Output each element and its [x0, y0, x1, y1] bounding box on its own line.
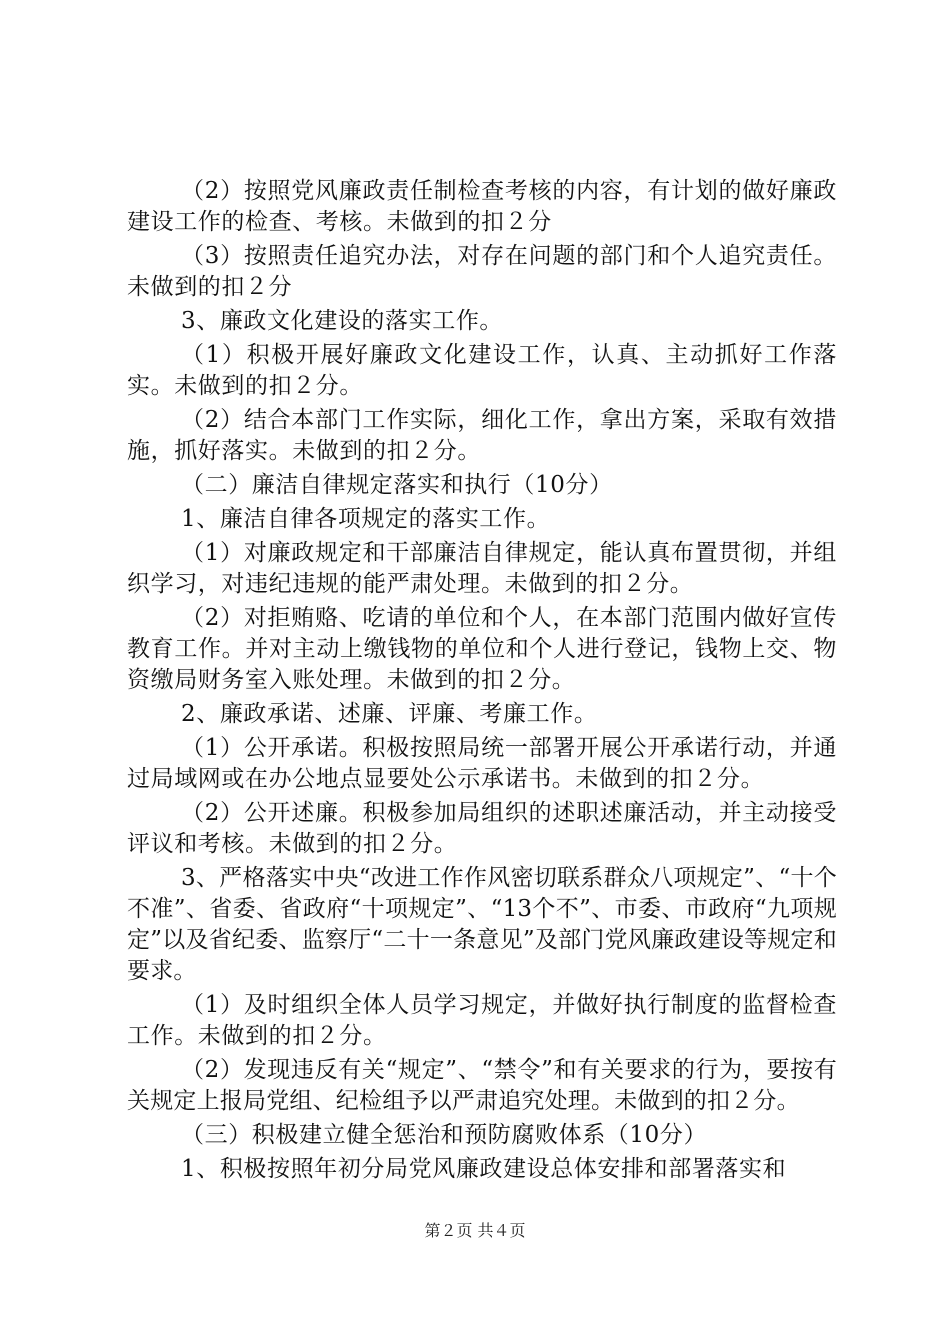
paragraph: 2、廉政承诺、述廉、评廉、考廉工作。	[181, 701, 598, 727]
paragraph: （1）公开承诺。积极按照局统一部署开展公开承诺行动，并通过局域网或在办公地点显要处公示承诺书。未做到的扣２分。	[127, 735, 837, 792]
paragraph: （2）按照党风廉政责任制检查考核的内容，有计划的做好廉政建设工作的检查、考核。未做到的扣２分	[127, 178, 837, 235]
paragraph: 3、严格落实中央“改进工作作风密切联系群众八项规定”、“十个不准”、省委、省政府“十项规定”、“13个不”、市委、市政府“九项规定”以及省纪委、监察厅“二十一条意见”及部门党风廉政建设等规定和要求。	[127, 865, 837, 984]
paragraph: （2）公开述廉。积极参加局组织的述职述廉活动，并主动接受评议和考核。未做到的扣２分。	[127, 800, 837, 857]
paragraph: 1、积极按照年初分局党风廉政建设总体安排和部署落实和	[181, 1156, 787, 1182]
document-body	[127, 176, 837, 1188]
section-heading: （二）廉洁自律规定落实和执行（10分）	[181, 472, 613, 498]
paragraph: （3）按照责任追究办法，对存在问题的部门和个人追究责任。未做到的扣２分	[127, 243, 837, 300]
paragraph: 1、廉洁自律各项规定的落实工作。	[181, 506, 551, 532]
paragraph: （2）发现违反有关“规定”、“禁令”和有关要求的行为，要按有关规定上报局党组、纪检组予以严肃追究处理。未做到的扣２分。	[127, 1057, 837, 1114]
paragraph: （1）及时组织全体人员学习规定，并做好执行制度的监督检查工作。未做到的扣２分。	[127, 992, 837, 1049]
page-number-label: 第２页 共４页	[424, 1221, 526, 1240]
section-heading: （三）积极建立健全惩治和预防腐败体系（10分）	[181, 1122, 708, 1148]
paragraph: （1）对廉政规定和干部廉洁自律规定，能认真布置贯彻，并组织学习，对违纪违规的能严肃处理。未做到的扣２分。	[127, 540, 837, 597]
paragraph: 3、廉政文化建设的落实工作。	[181, 308, 504, 334]
paragraph: （1）积极开展好廉政文化建设工作，认真、主动抓好工作落实。未做到的扣２分。	[127, 342, 837, 399]
paragraph: （2）结合本部门工作实际，细化工作，拿出方案，采取有效措施，抓好落实。未做到的扣２分。	[127, 407, 837, 464]
paragraph: （2）对拒贿赂、吃请的单位和个人，在本部门范围内做好宣传教育工作。并对主动上缴钱物的单位和个人进行登记，钱物上交、物资缴局财务室入账处理。未做到的扣２分。	[127, 605, 837, 693]
page-footer	[0, 1218, 950, 1241]
